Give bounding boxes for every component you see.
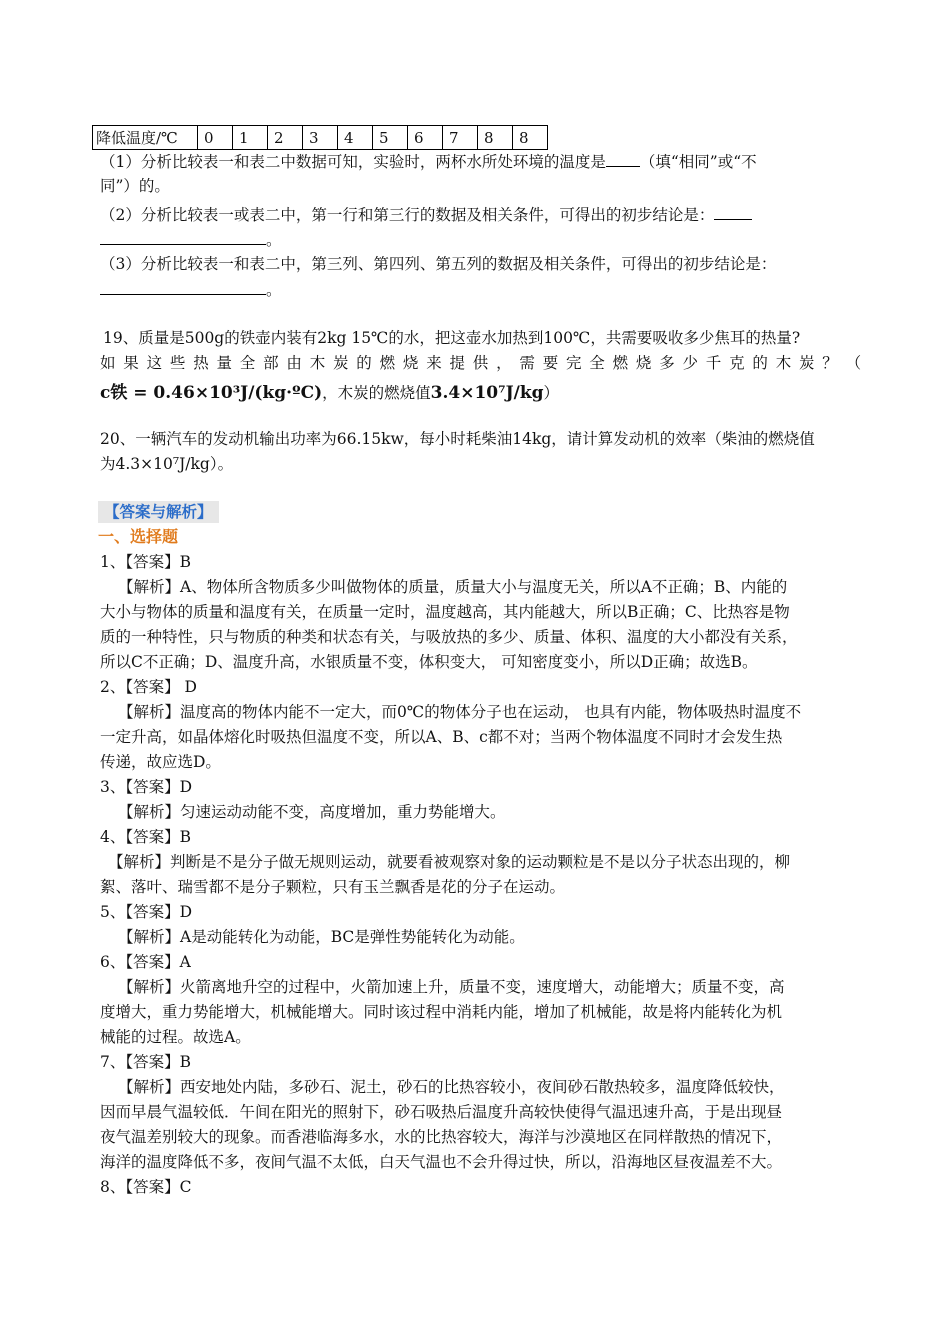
q18-part2-cont — [100, 228, 282, 251]
table-row — [93, 126, 548, 150]
explanation-7-line: 因而早晨气温较低．午间在阳光的照射下，砂石吸热后温度升高较快使得气温迅速升高，于是出现昼 — [100, 1103, 783, 1121]
explanation-4-line: 【解析】判断是不是分子做无规则运动，就要看被观察对象的运动颗粒是不是以分子状态出现的，柳 — [108, 853, 791, 871]
period: 。 — [266, 231, 282, 249]
section-title: 一、选择题 — [98, 527, 179, 546]
explanation-4-line: 絮、落叶、瑞雪都不是分子颗粒，只有玉兰飘香是花的分子在运动。 — [100, 878, 566, 896]
specific-heat-formula: c铁 = 0.46×10³J/(kg·ºC) — [100, 383, 323, 403]
q20-line2: 为4.3×10⁷J/kg）。 — [100, 455, 234, 473]
q19-line3 — [100, 378, 559, 408]
answer-3: 3、【答案】D — [100, 778, 193, 796]
heat-value-formula: 3.4×10⁷J/kg — [430, 383, 544, 403]
explanation-1-line: 所以C不正确；D、温度升高，水银质量不变，体积变大， 可知密度变小，所以D正确；故选B。 — [100, 653, 758, 671]
explanation-6-line: 【解析】火箭离地升空的过程中，火箭加速上升，质量不变，速度增大，动能增大；质量不变，高 — [118, 978, 785, 996]
explanation-7-line: 【解析】西安地处内陆，多砂石、泥土，砂石的比热容较小，夜间砂石散热较多，温度降低较快， — [118, 1078, 785, 1096]
table-cell: 0 — [198, 126, 233, 150]
table-cell: 8 — [478, 126, 513, 150]
explanation-1-line: 【解析】A、物体所含物质多少叫做物体的质量，质量大小与温度无关，所以A不正确；B、内能的 — [118, 578, 788, 596]
answer-1: 1、【答案】B — [100, 553, 192, 571]
q18-part1-text: （1）分析比较表一和表二中数据可知，实验时，两杯水所处环境的温度是 — [100, 153, 606, 171]
q18-part1-hint: （填“相同”或“不 — [639, 153, 757, 171]
temperature-drop-table — [92, 125, 548, 150]
explanation-2-line: 传递，故应选D。 — [100, 753, 221, 771]
answer-blank[interactable] — [606, 150, 640, 167]
explanation-7-line: 夜气温差别较大的现象。而香港临海多水，水的比热容较大，海洋与沙漠地区在同样散热的情况下， — [100, 1128, 783, 1146]
table-cell: 2 — [268, 126, 303, 150]
explanation-7-line: 海洋的温度降低不多，夜间气温不太低，白天气温也不会升得过快，所以，沿海地区昼夜温差不大。 — [100, 1153, 783, 1171]
answer-8: 8、【答案】C — [100, 1178, 192, 1196]
q19-end: ） — [543, 384, 560, 402]
explanation-1-line: 大小与物体的质量和温度有关，在质量一定时，温度越高，其内能越大，所以B正确；C、比热容是物 — [100, 603, 790, 621]
explanation-3-line: 【解析】匀速运动动能不变，高度增加，重力势能增大。 — [118, 803, 506, 821]
explanation-2-line: 【解析】温度高的物体内能不一定大，而0℃的物体分子也在运动， 也具有内能，物体吸热时温度不 — [118, 703, 802, 721]
explanation-5-line: 【解析】A是动能转化为动能，BC是弹性势能转化为动能。 — [118, 928, 525, 946]
q19-line2: 如果这些热量全部由木炭的燃烧来提供，需要完全燃烧多少千克的木炭？（ — [100, 354, 869, 372]
q18-part1-cont: 同”）的。 — [100, 177, 170, 195]
explanation-6-line: 度增大，重力势能增大，机械能增大。同时该过程中消耗内能，增加了机械能，故是将内能转化为机 — [100, 1003, 783, 1021]
answer-7: 7、【答案】B — [100, 1053, 192, 1071]
answer-blank[interactable] — [100, 228, 266, 245]
explanation-1-line: 质的一种特性，只与物质的种类和状态有关，与吸放热的多少、质量、体积、温度的大小都没有关系， — [100, 628, 798, 646]
q18-part1 — [100, 150, 757, 173]
q18-part2-text: （2）分析比较表一或表二中，第一行和第三行的数据及相关条件，可得出的初步结论是： — [100, 206, 715, 224]
answer-5: 5、【答案】D — [100, 903, 193, 921]
q20-line1: 20、一辆汽车的发动机输出功率为66.15kw，每小时耗柴油14kg，请计算发动机的效率（柴油的燃烧值 — [100, 430, 815, 448]
table-cell: 5 — [373, 126, 408, 150]
q19-line1: 19、质量是500g的铁壶内装有2kg 15℃的水，把这壶水加热到100℃，共需要吸收多少焦耳的热量? — [103, 329, 801, 347]
table-cell: 7 — [443, 126, 478, 150]
period: 。 — [266, 281, 282, 299]
table-cell: 8 — [513, 126, 548, 150]
table-cell: 3 — [303, 126, 338, 150]
answer-6: 6、【答案】A — [100, 953, 191, 971]
q19-mid-text: ，木炭的燃烧值 — [322, 384, 431, 402]
table-cell: 1 — [233, 126, 268, 150]
answer-banner: 【答案与解析】 — [98, 501, 219, 523]
q18-part3: （3）分析比较表一和表二中，第三列、第四列、第五列的数据及相关条件，可得出的初步结论是： — [100, 255, 777, 273]
q18-part2 — [100, 203, 752, 226]
table-cell: 6 — [408, 126, 443, 150]
answer-blank[interactable] — [100, 278, 266, 295]
q18-part3-cont — [100, 278, 282, 301]
answer-2: 2、【答案】 D — [100, 678, 197, 696]
explanation-2-line: 一定升高，如晶体熔化时吸热但温度不变，所以A、B、c都不对；当两个物体温度不同时才会发生热 — [100, 728, 783, 746]
answer-blank[interactable] — [714, 203, 752, 220]
answer-4: 4、【答案】B — [100, 828, 192, 846]
table-cell: 4 — [338, 126, 373, 150]
explanation-6-line: 械能的过程。故选A。 — [100, 1028, 251, 1046]
table-header-cell: 降低温度/℃ — [93, 126, 198, 150]
